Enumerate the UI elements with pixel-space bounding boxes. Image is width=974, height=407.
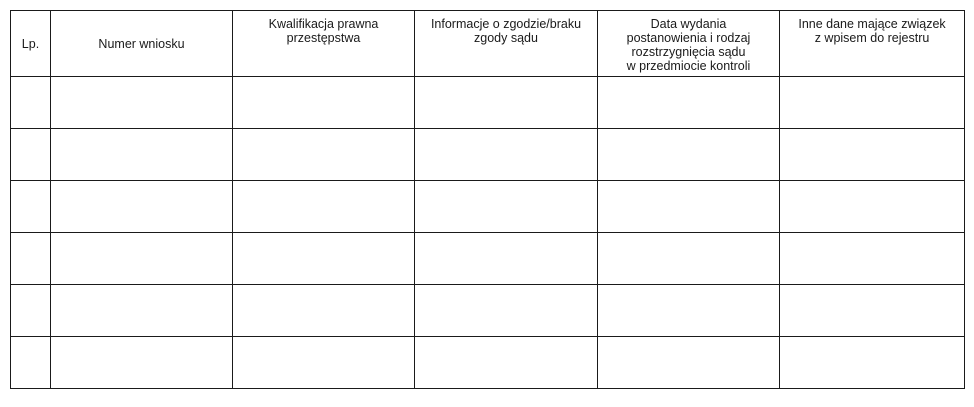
table-cell <box>598 233 780 285</box>
table-cell <box>415 77 598 129</box>
table-cell <box>51 233 233 285</box>
table-cell <box>415 181 598 233</box>
table-cell <box>51 181 233 233</box>
table-cell <box>780 233 965 285</box>
table-row <box>11 181 965 233</box>
header-lp: Lp. <box>11 11 51 77</box>
table-cell <box>233 233 415 285</box>
table-cell <box>51 285 233 337</box>
header-other-data: Inne dane mające związek z wpisem do rejestru <box>780 11 965 77</box>
table-cell <box>233 129 415 181</box>
table-cell <box>51 77 233 129</box>
table-row <box>11 285 965 337</box>
table-cell <box>51 337 233 389</box>
table-cell <box>598 77 780 129</box>
table-cell <box>11 337 51 389</box>
table-cell <box>780 337 965 389</box>
table-cell <box>233 337 415 389</box>
register-table <box>10 10 965 389</box>
table-cell <box>780 129 965 181</box>
table-cell <box>11 181 51 233</box>
table-cell <box>598 129 780 181</box>
table-cell <box>415 233 598 285</box>
header-decision-date-and-type: Data wydania postanowienia i rodzaj rozstrzygnięcia sądu w przedmiocie kontroli <box>598 11 780 77</box>
table-cell <box>51 129 233 181</box>
table-row <box>11 129 965 181</box>
table-cell <box>415 285 598 337</box>
table-cell <box>11 233 51 285</box>
table-row <box>11 233 965 285</box>
header-legal-qualification: Kwalifikacja prawna przestępstwa <box>233 11 415 77</box>
table-cell <box>233 77 415 129</box>
table-row <box>11 77 965 129</box>
table-cell <box>233 181 415 233</box>
table-cell <box>598 337 780 389</box>
header-row <box>11 11 965 77</box>
header-court-consent-info: Informacje o zgodzie/braku zgody sądu <box>415 11 598 77</box>
table-row <box>11 337 965 389</box>
table-cell <box>415 129 598 181</box>
table-cell <box>11 77 51 129</box>
table-cell <box>780 285 965 337</box>
table-cell <box>11 285 51 337</box>
table-cell <box>598 181 780 233</box>
table-cell <box>233 285 415 337</box>
table-cell <box>11 129 51 181</box>
table-cell <box>415 337 598 389</box>
table-cell <box>780 181 965 233</box>
header-application-number: Numer wniosku <box>51 11 233 77</box>
table-cell <box>598 285 780 337</box>
table-cell <box>780 77 965 129</box>
